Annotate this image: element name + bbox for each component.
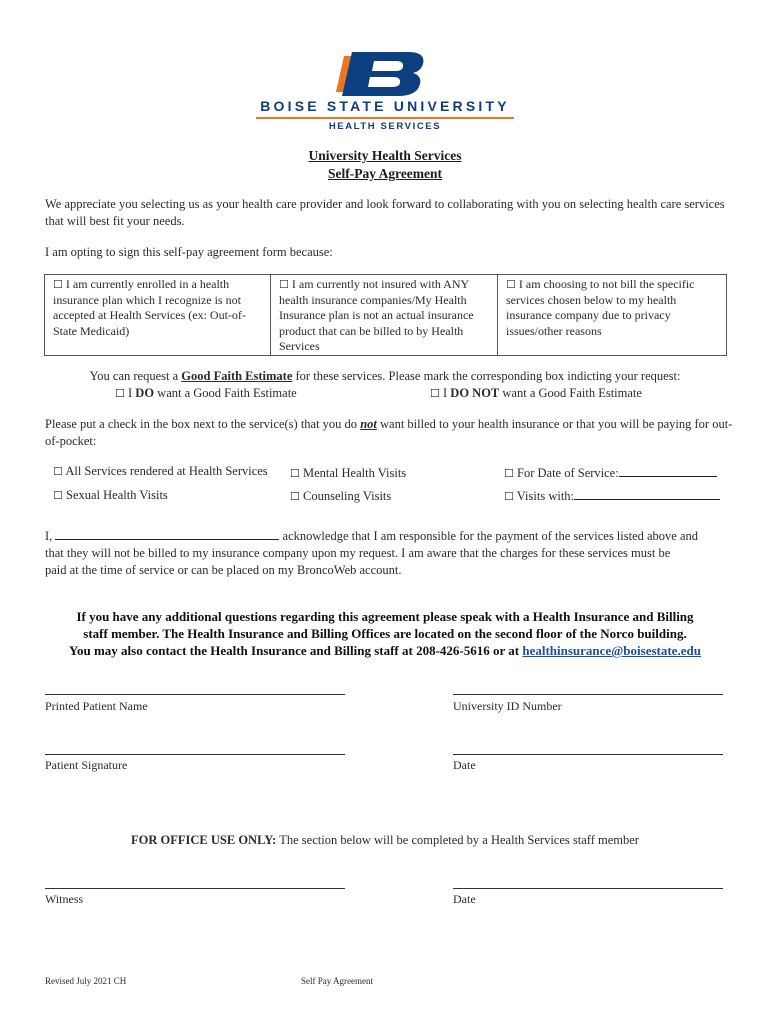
service-mental — [290, 466, 406, 481]
estimate-do-option — [115, 386, 297, 401]
reason-3-checkbox[interactable]: ☐ — [506, 278, 516, 291]
estimate-donot-label: want a Good Faith Estimate — [499, 386, 642, 400]
ack-line-3: paid at the time of service or can be placed on my BroncoWeb account. — [45, 563, 402, 577]
estimate-donot-option — [430, 386, 642, 401]
reason-cell-2 — [271, 275, 498, 355]
contact-email-link[interactable]: healthinsurance@boisestate.edu — [522, 643, 701, 658]
estimate-do-label: want a Good Faith Estimate — [154, 386, 297, 400]
ack-line-1-text: acknowledge that I am responsible for the payment of the services listed above and — [279, 529, 699, 543]
printed-name-line[interactable] — [45, 694, 345, 695]
reasons-table — [44, 274, 727, 356]
service-mental-checkbox[interactable]: ☐ — [290, 467, 300, 480]
acknowledgement — [45, 528, 735, 579]
services-prompt — [45, 416, 735, 450]
reason-2-label: I am currently not insured with ANY health insurance companies/My Health Insurance plan is not an actual insurance product that can be billed to by Health Services — [279, 277, 474, 353]
reason-2-checkbox[interactable]: ☐ — [279, 278, 289, 291]
estimate-do-bold: DO — [135, 386, 155, 400]
witness-line[interactable] — [45, 888, 345, 889]
footer-doc-name: Self Pay Agreement — [301, 976, 373, 986]
service-all-checkbox[interactable]: ☐ — [53, 465, 63, 478]
estimate-donot-i: I — [443, 386, 451, 400]
patient-signature-label: Patient Signature — [45, 758, 128, 772]
university-name: BOISE STATE UNIVERSITY — [260, 98, 510, 114]
service-sexual-checkbox[interactable]: ☐ — [53, 489, 63, 502]
estimate-donot-bold: DO NOT — [450, 386, 500, 400]
service-counseling-checkbox[interactable]: ☐ — [290, 490, 300, 503]
header-divider — [256, 117, 514, 119]
form-title: University Health Services — [308, 148, 462, 163]
reason-1-label: I am currently enrolled in a health insurance plan which I recognize is not accepted at Health Services (ex: Out-of-State Medicaid) — [53, 277, 246, 338]
service-sexual-label: Sexual Health Visits — [66, 488, 168, 502]
department-name: HEALTH SERVICES — [328, 121, 442, 132]
estimate-prefix: You can request a — [89, 369, 182, 383]
intro-paragraph: We appreciate you selecting us as your health care provider and look forward to collaborating with you on selecting health care services that will best fit your needs. — [45, 197, 725, 228]
service-date-label: For Date of Service: — [517, 466, 619, 480]
services-prompt-not: not — [360, 417, 377, 431]
ack-line-2: that they will not be billed to my insurance company upon my request. I am aware that the charges for these services must be — [45, 546, 671, 560]
estimate-do-i: I — [128, 386, 136, 400]
services-prompt-after: want billed to your health insurance or that you will be paying for out-of-pocket: — [45, 417, 733, 448]
service-visits-with — [504, 489, 720, 504]
reason-1-checkbox[interactable]: ☐ — [53, 278, 63, 291]
patient-date-line[interactable] — [453, 754, 723, 755]
service-counseling-label: Counseling Visits — [303, 489, 392, 503]
service-all — [53, 464, 268, 479]
office-use-heading — [0, 833, 770, 848]
boise-state-b-logo — [330, 50, 442, 98]
estimate-do-checkbox[interactable]: ☐ — [115, 387, 125, 400]
service-counseling — [290, 489, 391, 504]
office-date-label: Date — [453, 892, 476, 906]
estimate-line — [0, 369, 770, 384]
witness-label: Witness — [45, 892, 84, 906]
service-date-checkbox[interactable]: ☐ — [504, 467, 514, 480]
footer-revised: Revised July 2021 CH — [45, 976, 127, 986]
office-date-line[interactable] — [453, 888, 723, 889]
patient-signature-line[interactable] — [45, 754, 345, 755]
office-use-bold: FOR OFFICE USE ONLY: — [131, 833, 277, 847]
form-subtitle: Self-Pay Agreement — [327, 166, 443, 181]
contact-line-3-text: You may also contact the Health Insurance and Billing staff at 208-426-5616 or at — [69, 643, 523, 658]
ack-name-field[interactable] — [55, 539, 279, 540]
reason-cell-3 — [498, 275, 724, 355]
ack-line-1 — [45, 528, 735, 545]
good-faith-estimate-link[interactable]: Good Faith Estimate — [181, 369, 293, 383]
services-prompt-before: Please put a check in the box next to the service(s) that you do — [45, 417, 361, 431]
service-mental-label: Mental Health Visits — [303, 466, 407, 480]
service-visits-with-checkbox[interactable]: ☐ — [504, 490, 514, 503]
ack-i: I, — [45, 529, 53, 543]
patient-date-label: Date — [453, 758, 476, 772]
contact-line-1: If you have any additional questions regarding this agreement please speak with a Health Insurance and Billing — [76, 609, 694, 624]
reason-3-label: I am choosing to not bill the specific services chosen below to my health insurance company due to privacy issues/other reasons — [506, 277, 695, 338]
office-use-text: The section below will be completed by a Health Services staff member — [276, 833, 639, 847]
printed-name-label: Printed Patient Name — [45, 699, 148, 713]
id-number-line[interactable] — [453, 694, 723, 695]
estimate-donot-checkbox[interactable]: ☐ — [430, 387, 440, 400]
date-of-service-field[interactable] — [619, 476, 717, 477]
service-visits-with-label: Visits with: — [516, 489, 575, 503]
service-all-label: All Services rendered at Health Services — [65, 464, 268, 478]
service-date — [504, 466, 717, 481]
contact-line-2: staff member. The Health Insurance and Billing Offices are located on the second floor of the Norco building. — [83, 626, 687, 641]
contact-notice — [40, 608, 730, 659]
visits-with-field[interactable] — [574, 499, 720, 500]
estimate-suffix: for these services. Please mark the corresponding box indicting your request: — [292, 369, 681, 383]
id-number-label: University ID Number — [453, 699, 562, 713]
reason-cell-1 — [45, 275, 271, 355]
service-sexual — [53, 488, 168, 503]
opting-prompt: I am opting to sign this self-pay agreement form because: — [45, 245, 333, 259]
contact-line-3 — [40, 642, 730, 659]
